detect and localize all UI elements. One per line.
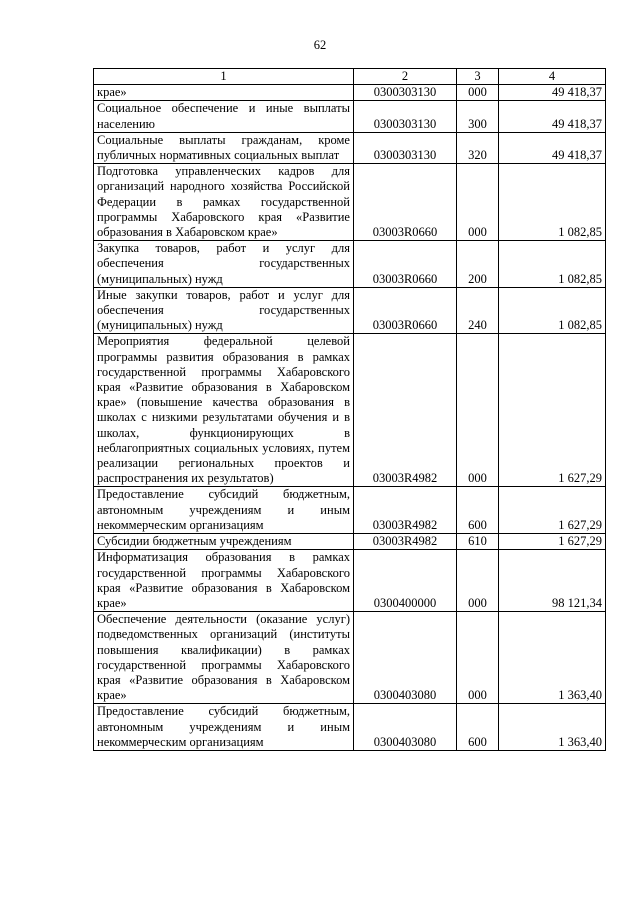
row-amount: 1 627,29 bbox=[499, 334, 606, 487]
row-expense-type: 320 bbox=[457, 132, 499, 163]
row-target-code: 0300303130 bbox=[354, 132, 457, 163]
column-header: 3 bbox=[457, 69, 499, 85]
row-target-code: 03003R0660 bbox=[354, 241, 457, 288]
row-expense-type: 000 bbox=[457, 85, 499, 101]
row-amount: 49 418,37 bbox=[499, 101, 606, 132]
row-target-code: 03003R4982 bbox=[354, 487, 457, 534]
row-amount: 1 627,29 bbox=[499, 534, 606, 550]
row-expense-type: 000 bbox=[457, 164, 499, 241]
row-amount: 98 121,34 bbox=[499, 550, 606, 612]
table-row bbox=[94, 704, 606, 751]
row-target-code: 03003R0660 bbox=[354, 164, 457, 241]
row-expense-type: 000 bbox=[457, 334, 499, 487]
row-target-code: 03003R4982 bbox=[354, 534, 457, 550]
row-name: Подготовка управленческих кадров для организаций народного хозяйства Российской Федерации в рамках государственной программы Хабаровского края «Развитие образования в Хабаровском крае» bbox=[94, 164, 354, 241]
budget-table bbox=[93, 68, 606, 751]
table-row bbox=[94, 334, 606, 487]
row-target-code: 03003R4982 bbox=[354, 334, 457, 487]
row-name: Информатизация образования в рамках государственной программы Хабаровского края «Развитие образования в Хабаровском крае» bbox=[94, 550, 354, 612]
row-target-code: 0300403080 bbox=[354, 612, 457, 704]
row-name: Субсидии бюджетным учреждениям bbox=[94, 534, 354, 550]
row-amount: 49 418,37 bbox=[499, 132, 606, 163]
page-number: 62 bbox=[313, 38, 327, 52]
column-header: 2 bbox=[354, 69, 457, 85]
row-amount: 1 082,85 bbox=[499, 241, 606, 288]
header-row bbox=[94, 69, 606, 85]
table-row bbox=[94, 534, 606, 550]
row-expense-type: 300 bbox=[457, 101, 499, 132]
table-row bbox=[94, 164, 606, 241]
table-row bbox=[94, 241, 606, 288]
table-row bbox=[94, 550, 606, 612]
row-amount: 49 418,37 bbox=[499, 85, 606, 101]
table-row bbox=[94, 85, 606, 101]
row-amount: 1 082,85 bbox=[499, 164, 606, 241]
row-expense-type: 000 bbox=[457, 612, 499, 704]
row-amount: 1 363,40 bbox=[499, 704, 606, 751]
table-row bbox=[94, 287, 606, 334]
table-row bbox=[94, 487, 606, 534]
row-amount: 1 627,29 bbox=[499, 487, 606, 534]
row-expense-type: 000 bbox=[457, 550, 499, 612]
row-expense-type: 240 bbox=[457, 287, 499, 334]
row-target-code: 0300403080 bbox=[354, 704, 457, 751]
table-row bbox=[94, 132, 606, 163]
row-name: Иные закупки товаров, работ и услуг для обеспечения государственных (муниципальных) нужд bbox=[94, 287, 354, 334]
column-header: 4 bbox=[499, 69, 606, 85]
row-name: Предоставление субсидий бюджетным, автономным учреждениям и иным некоммерческим организациям bbox=[94, 487, 354, 534]
row-name: Обеспечение деятельности (оказание услуг) подведомственных организаций (институты повышения квалификации) в рамках государственной программы Хабаровского края «Развитие образования в Хабаровском крае» bbox=[94, 612, 354, 704]
row-name: Закупка товаров, работ и услуг для обеспечения государственных (муниципальных) нужд bbox=[94, 241, 354, 288]
row-expense-type: 610 bbox=[457, 534, 499, 550]
row-target-code: 0300400000 bbox=[354, 550, 457, 612]
row-expense-type: 600 bbox=[457, 704, 499, 751]
row-name: крае» bbox=[94, 85, 354, 101]
row-amount: 1 363,40 bbox=[499, 612, 606, 704]
row-expense-type: 200 bbox=[457, 241, 499, 288]
row-name: Социальное обеспечение и иные выплаты населению bbox=[94, 101, 354, 132]
row-target-code: 0300303130 bbox=[354, 101, 457, 132]
column-header: 1 bbox=[94, 69, 354, 85]
row-target-code: 0300303130 bbox=[354, 85, 457, 101]
row-name: Предоставление субсидий бюджетным, автономным учреждениям и иным некоммерческим организациям bbox=[94, 704, 354, 751]
row-target-code: 03003R0660 bbox=[354, 287, 457, 334]
row-name: Мероприятия федеральной целевой программы развития образования в рамках государственной программы Хабаровского края «Развитие образования в Хабаровском крае» (повышение качества образования в школах с низкими результатами обучения и в школах, функционирующих в неблагоприятных социальных условиях, путем реализации региональных проектов и распространения их результатов) bbox=[94, 334, 354, 487]
table-row bbox=[94, 612, 606, 704]
row-name: Социальные выплаты гражданам, кроме публичных нормативных социальных выплат bbox=[94, 132, 354, 163]
row-expense-type: 600 bbox=[457, 487, 499, 534]
table-row bbox=[94, 101, 606, 132]
row-amount: 1 082,85 bbox=[499, 287, 606, 334]
